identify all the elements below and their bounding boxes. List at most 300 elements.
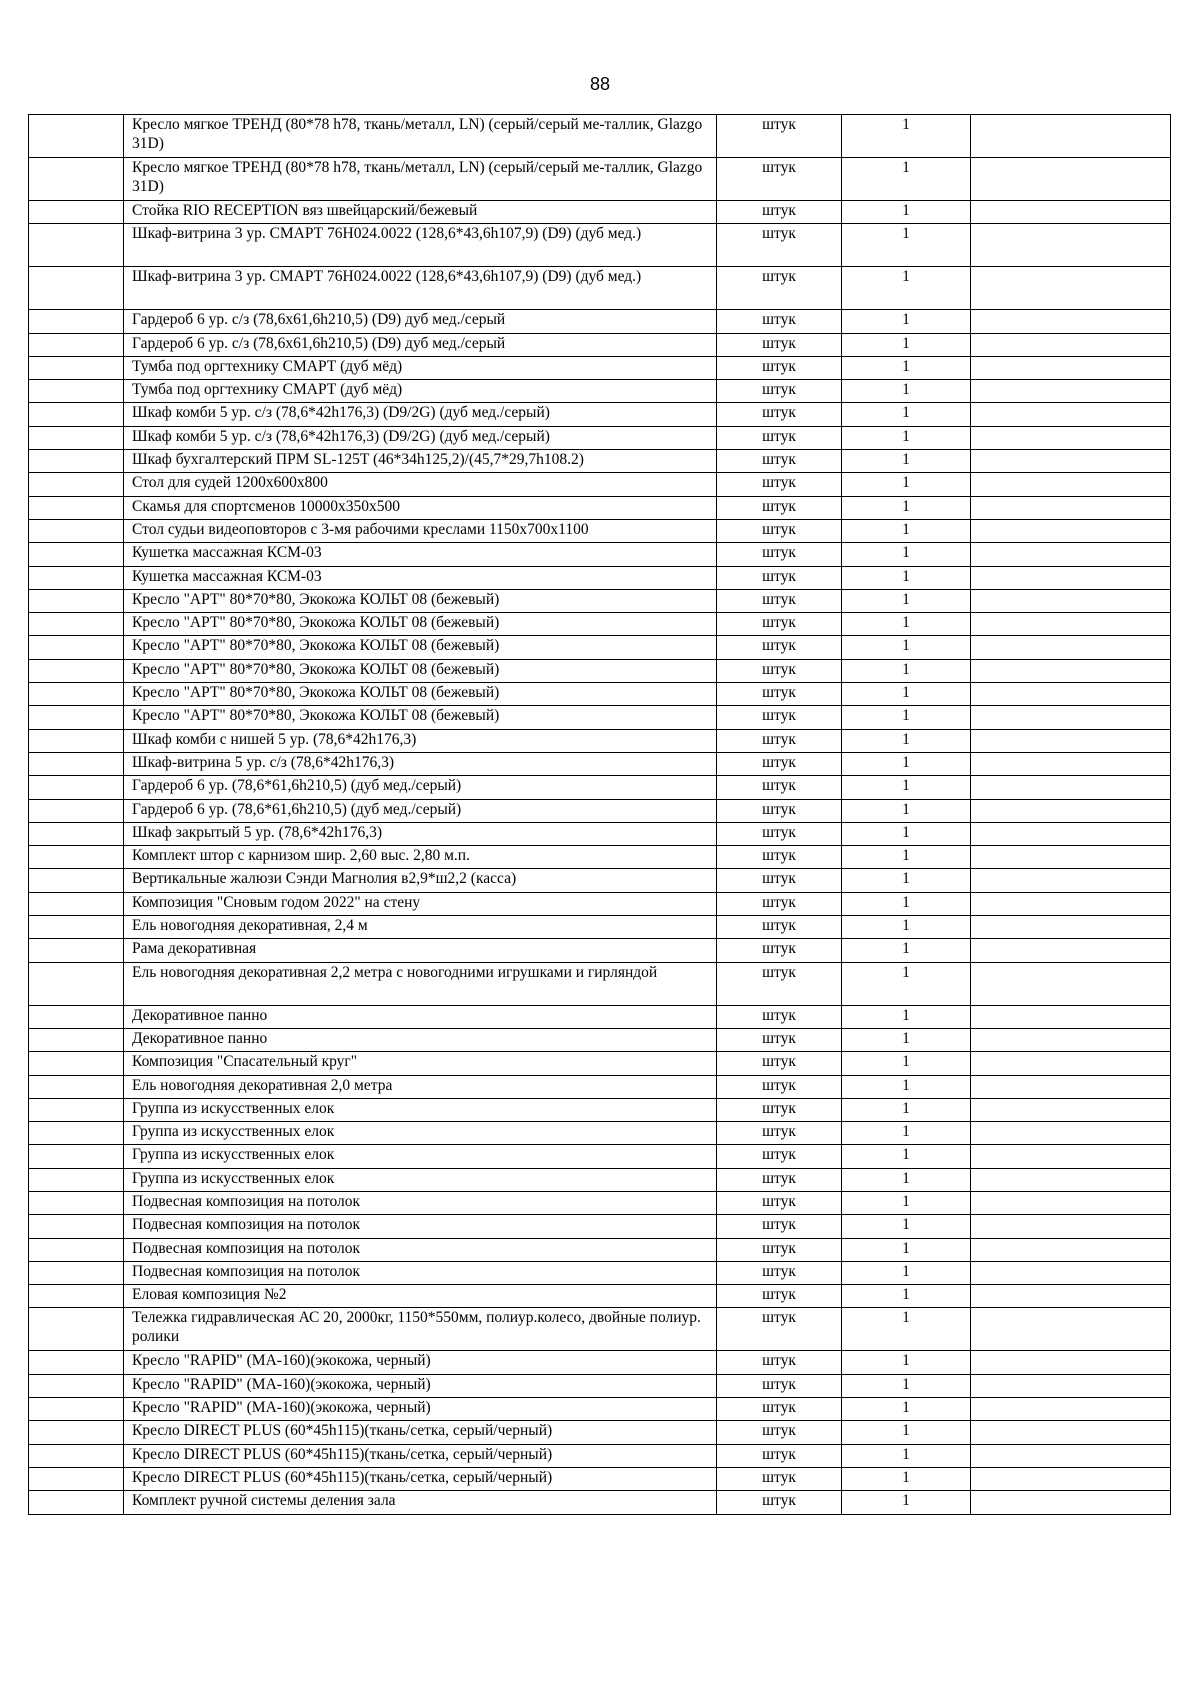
note-cell xyxy=(971,496,1171,519)
unit-cell: штук xyxy=(717,636,842,659)
table-row xyxy=(29,267,1171,310)
item-name-cell: Ель новогодняя декоративная 2,0 метра xyxy=(124,1075,717,1098)
table-row xyxy=(29,1215,1171,1238)
quantity-cell: 1 xyxy=(842,356,971,379)
quantity-cell: 1 xyxy=(842,1145,971,1168)
unit-cell: штук xyxy=(717,115,842,158)
row-number-cell xyxy=(29,566,124,589)
note-cell xyxy=(971,403,1171,426)
inventory-table xyxy=(28,114,1171,1515)
note-cell xyxy=(971,1261,1171,1284)
unit-cell: штук xyxy=(717,1075,842,1098)
quantity-cell: 1 xyxy=(842,1491,971,1514)
quantity-cell: 1 xyxy=(842,752,971,775)
note-cell xyxy=(971,1168,1171,1191)
note-cell xyxy=(971,1421,1171,1444)
table-row xyxy=(29,426,1171,449)
note-cell xyxy=(971,1467,1171,1490)
unit-cell: штук xyxy=(717,473,842,496)
quantity-cell: 1 xyxy=(842,659,971,682)
unit-cell: штук xyxy=(717,1238,842,1261)
table-row xyxy=(29,1168,1171,1191)
unit-cell: штук xyxy=(717,1215,842,1238)
item-name-cell: Ель новогодняя декоративная 2,2 метра с новогодними игрушками и гирляндой xyxy=(124,962,717,1005)
quantity-cell: 1 xyxy=(842,1075,971,1098)
quantity-cell: 1 xyxy=(842,224,971,267)
unit-cell: штук xyxy=(717,1122,842,1145)
item-name-cell: Гардероб 6 ур. (78,6*61,6h210,5) (дуб мед./серый) xyxy=(124,776,717,799)
note-cell xyxy=(971,683,1171,706)
unit-cell: штук xyxy=(717,450,842,473)
quantity-cell: 1 xyxy=(842,1122,971,1145)
row-number-cell xyxy=(29,1191,124,1214)
note-cell xyxy=(971,916,1171,939)
row-number-cell xyxy=(29,1098,124,1121)
note-cell xyxy=(971,450,1171,473)
unit-cell: штук xyxy=(717,892,842,915)
table-row xyxy=(29,1005,1171,1028)
row-number-cell xyxy=(29,115,124,158)
row-number-cell xyxy=(29,1261,124,1284)
row-number-cell xyxy=(29,1308,124,1351)
item-name-cell: Кресло "АРТ" 80*70*80, Экокожа КОЛЬТ 08 (бежевый) xyxy=(124,636,717,659)
unit-cell: штук xyxy=(717,201,842,224)
item-name-cell: Кресло "RAPID" (МА-160)(экокожа, черный) xyxy=(124,1398,717,1421)
item-name-cell: Шкаф комби 5 ур. с/з (78,6*42h176,3) (D9/2G) (дуб мед./серый) xyxy=(124,403,717,426)
note-cell xyxy=(971,1491,1171,1514)
note-cell xyxy=(971,892,1171,915)
item-name-cell: Еловая композиция №2 xyxy=(124,1285,717,1308)
item-name-cell: Кресло "АРТ" 80*70*80, Экокожа КОЛЬТ 08 (бежевый) xyxy=(124,706,717,729)
note-cell xyxy=(971,356,1171,379)
row-number-cell xyxy=(29,224,124,267)
unit-cell: штук xyxy=(717,566,842,589)
item-name-cell: Кушетка массажная КСМ-03 xyxy=(124,543,717,566)
quantity-cell: 1 xyxy=(842,1398,971,1421)
row-number-cell xyxy=(29,1122,124,1145)
row-number-cell xyxy=(29,706,124,729)
note-cell xyxy=(971,426,1171,449)
quantity-cell: 1 xyxy=(842,846,971,869)
quantity-cell: 1 xyxy=(842,822,971,845)
note-cell xyxy=(971,939,1171,962)
quantity-cell: 1 xyxy=(842,267,971,310)
row-number-cell xyxy=(29,333,124,356)
item-name-cell: Шкаф бухгалтерский ПРМ SL-125T (46*34h125,2)/(45,7*29,7h108.2) xyxy=(124,450,717,473)
table-row xyxy=(29,729,1171,752)
note-cell xyxy=(971,1005,1171,1028)
table-row xyxy=(29,589,1171,612)
unit-cell: штук xyxy=(717,1491,842,1514)
unit-cell: штук xyxy=(717,519,842,542)
quantity-cell: 1 xyxy=(842,310,971,333)
note-cell xyxy=(971,201,1171,224)
unit-cell: штук xyxy=(717,822,842,845)
quantity-cell: 1 xyxy=(842,1261,971,1284)
table-row xyxy=(29,1075,1171,1098)
row-number-cell xyxy=(29,1168,124,1191)
row-number-cell xyxy=(29,267,124,310)
table-row xyxy=(29,1444,1171,1467)
quantity-cell: 1 xyxy=(842,380,971,403)
quantity-cell: 1 xyxy=(842,496,971,519)
item-name-cell: Подвесная композиция на потолок xyxy=(124,1191,717,1214)
table-row xyxy=(29,1098,1171,1121)
note-cell xyxy=(971,1215,1171,1238)
row-number-cell xyxy=(29,613,124,636)
row-number-cell xyxy=(29,158,124,201)
unit-cell: штук xyxy=(717,1398,842,1421)
row-number-cell xyxy=(29,729,124,752)
unit-cell: штук xyxy=(717,224,842,267)
quantity-cell: 1 xyxy=(842,403,971,426)
row-number-cell xyxy=(29,916,124,939)
row-number-cell xyxy=(29,496,124,519)
table-row xyxy=(29,892,1171,915)
note-cell xyxy=(971,706,1171,729)
table-row xyxy=(29,380,1171,403)
note-cell xyxy=(971,519,1171,542)
table-row xyxy=(29,1398,1171,1421)
item-name-cell: Кресло мягкое ТРЕНД (80*78 h78, ткань/металл, LN) (серый/серый ме-таллик, Glazgo 31D) xyxy=(124,115,717,158)
quantity-cell: 1 xyxy=(842,1421,971,1444)
quantity-cell: 1 xyxy=(842,566,971,589)
table-row xyxy=(29,310,1171,333)
row-number-cell xyxy=(29,659,124,682)
table-row xyxy=(29,158,1171,201)
table-row xyxy=(29,1261,1171,1284)
quantity-cell: 1 xyxy=(842,1444,971,1467)
note-cell xyxy=(971,729,1171,752)
unit-cell: штук xyxy=(717,356,842,379)
unit-cell: штук xyxy=(717,613,842,636)
unit-cell: штук xyxy=(717,1145,842,1168)
table-row xyxy=(29,846,1171,869)
unit-cell: штук xyxy=(717,267,842,310)
quantity-cell: 1 xyxy=(842,799,971,822)
row-number-cell xyxy=(29,799,124,822)
unit-cell: штук xyxy=(717,846,842,869)
quantity-cell: 1 xyxy=(842,201,971,224)
quantity-cell: 1 xyxy=(842,613,971,636)
row-number-cell xyxy=(29,1028,124,1051)
quantity-cell: 1 xyxy=(842,333,971,356)
item-name-cell: Шкаф закрытый 5 ур. (78,6*42h176,3) xyxy=(124,822,717,845)
item-name-cell: Композиция "Сновым годом 2022" на стену xyxy=(124,892,717,915)
row-number-cell xyxy=(29,1444,124,1467)
row-number-cell xyxy=(29,822,124,845)
row-number-cell xyxy=(29,892,124,915)
item-name-cell: Шкаф-витрина 5 ур. с/з (78,6*42h176,3) xyxy=(124,752,717,775)
inventory-table-body xyxy=(29,115,1171,1515)
table-row xyxy=(29,1308,1171,1351)
table-row xyxy=(29,1238,1171,1261)
unit-cell: штук xyxy=(717,1261,842,1284)
item-name-cell: Кресло DIRECT PLUS (60*45h115)(ткань/сетка, серый/черный) xyxy=(124,1421,717,1444)
quantity-cell: 1 xyxy=(842,916,971,939)
unit-cell: штук xyxy=(717,380,842,403)
table-row xyxy=(29,1028,1171,1051)
quantity-cell: 1 xyxy=(842,426,971,449)
item-name-cell: Стол для судей 1200х600х800 xyxy=(124,473,717,496)
quantity-cell: 1 xyxy=(842,1052,971,1075)
quantity-cell: 1 xyxy=(842,729,971,752)
table-row xyxy=(29,1421,1171,1444)
item-name-cell: Комплект штор с карнизом шир. 2,60 выс. 2,80 м.п. xyxy=(124,846,717,869)
quantity-cell: 1 xyxy=(842,892,971,915)
table-row xyxy=(29,1374,1171,1397)
row-number-cell xyxy=(29,1398,124,1421)
unit-cell: штук xyxy=(717,939,842,962)
note-cell xyxy=(971,1285,1171,1308)
table-row xyxy=(29,1351,1171,1374)
note-cell xyxy=(971,1052,1171,1075)
page-number: 88 xyxy=(589,74,611,94)
note-cell xyxy=(971,659,1171,682)
unit-cell: штук xyxy=(717,1191,842,1214)
table-row xyxy=(29,939,1171,962)
quantity-cell: 1 xyxy=(842,1238,971,1261)
unit-cell: штук xyxy=(717,683,842,706)
quantity-cell: 1 xyxy=(842,776,971,799)
note-cell xyxy=(971,1308,1171,1351)
note-cell xyxy=(971,473,1171,496)
row-number-cell xyxy=(29,519,124,542)
quantity-cell: 1 xyxy=(842,1028,971,1051)
quantity-cell: 1 xyxy=(842,1168,971,1191)
table-row xyxy=(29,636,1171,659)
item-name-cell: Стол судьи видеоповторов с 3-мя рабочими креслами 1150х700х1100 xyxy=(124,519,717,542)
table-row xyxy=(29,752,1171,775)
row-number-cell xyxy=(29,1215,124,1238)
row-number-cell xyxy=(29,1421,124,1444)
row-number-cell xyxy=(29,1374,124,1397)
item-name-cell: Гардероб 6 ур. с/з (78,6х61,6h210,5) (D9) дуб мед./серый xyxy=(124,333,717,356)
row-number-cell xyxy=(29,356,124,379)
note-cell xyxy=(971,822,1171,845)
row-number-cell xyxy=(29,543,124,566)
note-cell xyxy=(971,846,1171,869)
item-name-cell: Ель новогодняя декоративная, 2,4 м xyxy=(124,916,717,939)
note-cell xyxy=(971,1028,1171,1051)
note-cell xyxy=(971,1374,1171,1397)
unit-cell: штук xyxy=(717,869,842,892)
row-number-cell xyxy=(29,846,124,869)
note-cell xyxy=(971,589,1171,612)
note-cell xyxy=(971,776,1171,799)
table-row xyxy=(29,776,1171,799)
note-cell xyxy=(971,1238,1171,1261)
unit-cell: штук xyxy=(717,496,842,519)
row-number-cell xyxy=(29,939,124,962)
unit-cell: штук xyxy=(717,776,842,799)
row-number-cell xyxy=(29,636,124,659)
item-name-cell: Тележка гидравлическая АС 20, 2000кг, 1150*550мм, полиур.колесо, двойные полиур. ролики xyxy=(124,1308,717,1351)
row-number-cell xyxy=(29,589,124,612)
quantity-cell: 1 xyxy=(842,1191,971,1214)
table-row xyxy=(29,201,1171,224)
quantity-cell: 1 xyxy=(842,1285,971,1308)
note-cell xyxy=(971,1351,1171,1374)
table-row xyxy=(29,683,1171,706)
note-cell xyxy=(971,333,1171,356)
item-name-cell: Группа из искусственных елок xyxy=(124,1098,717,1121)
item-name-cell: Кресло мягкое ТРЕНД (80*78 h78, ткань/металл, LN) (серый/серый ме-таллик, Glazgo 31D) xyxy=(124,158,717,201)
item-name-cell: Шкаф комби с нишей 5 ур. (78,6*42h176,3) xyxy=(124,729,717,752)
unit-cell: штук xyxy=(717,426,842,449)
note-cell xyxy=(971,1191,1171,1214)
note-cell xyxy=(971,1145,1171,1168)
item-name-cell: Рама декоративная xyxy=(124,939,717,962)
note-cell xyxy=(971,224,1171,267)
note-cell xyxy=(971,310,1171,333)
unit-cell: штук xyxy=(717,916,842,939)
item-name-cell: Кресло "RAPID" (МА-160)(экокожа, черный) xyxy=(124,1351,717,1374)
unit-cell: штук xyxy=(717,1467,842,1490)
item-name-cell: Вертикальные жалюзи Сэнди Магнолия в2,9*ш2,2 (касса) xyxy=(124,869,717,892)
item-name-cell: Композиция "Спасательный круг" xyxy=(124,1052,717,1075)
note-cell xyxy=(971,267,1171,310)
item-name-cell: Гардероб 6 ур. с/з (78,6х61,6h210,5) (D9) дуб мед./серый xyxy=(124,310,717,333)
row-number-cell xyxy=(29,1075,124,1098)
note-cell xyxy=(971,1398,1171,1421)
row-number-cell xyxy=(29,869,124,892)
quantity-cell: 1 xyxy=(842,939,971,962)
row-number-cell xyxy=(29,403,124,426)
table-row xyxy=(29,473,1171,496)
item-name-cell: Шкаф-витрина 3 ур. СМАРТ 76Н024.0022 (128,6*43,6h107,9) (D9) (дуб мед.) xyxy=(124,267,717,310)
row-number-cell xyxy=(29,752,124,775)
note-cell xyxy=(971,566,1171,589)
item-name-cell: Кресло "АРТ" 80*70*80, Экокожа КОЛЬТ 08 (бежевый) xyxy=(124,589,717,612)
unit-cell: штук xyxy=(717,310,842,333)
quantity-cell: 1 xyxy=(842,636,971,659)
unit-cell: штук xyxy=(717,1168,842,1191)
row-number-cell xyxy=(29,1351,124,1374)
quantity-cell: 1 xyxy=(842,1308,971,1351)
quantity-cell: 1 xyxy=(842,589,971,612)
table-row xyxy=(29,333,1171,356)
item-name-cell: Кресло "АРТ" 80*70*80, Экокожа КОЛЬТ 08 (бежевый) xyxy=(124,613,717,636)
row-number-cell xyxy=(29,683,124,706)
unit-cell: штук xyxy=(717,158,842,201)
quantity-cell: 1 xyxy=(842,158,971,201)
table-row xyxy=(29,496,1171,519)
item-name-cell: Тумба под оргтехнику СМАРТ (дуб мёд) xyxy=(124,380,717,403)
quantity-cell: 1 xyxy=(842,115,971,158)
item-name-cell: Тумба под оргтехнику СМАРТ (дуб мёд) xyxy=(124,356,717,379)
unit-cell: штук xyxy=(717,1098,842,1121)
row-number-cell xyxy=(29,1052,124,1075)
table-row xyxy=(29,1285,1171,1308)
note-cell xyxy=(971,799,1171,822)
table-row xyxy=(29,916,1171,939)
note-cell xyxy=(971,543,1171,566)
unit-cell: штук xyxy=(717,659,842,682)
table-row xyxy=(29,659,1171,682)
table-row xyxy=(29,115,1171,158)
quantity-cell: 1 xyxy=(842,543,971,566)
table-row xyxy=(29,403,1171,426)
table-row xyxy=(29,822,1171,845)
unit-cell: штук xyxy=(717,729,842,752)
unit-cell: штук xyxy=(717,1028,842,1051)
unit-cell: штук xyxy=(717,1285,842,1308)
table-row xyxy=(29,706,1171,729)
item-name-cell: Стойка RIO RECEPTION вяз швейцарский/бежевый xyxy=(124,201,717,224)
note-cell xyxy=(971,158,1171,201)
table-row xyxy=(29,1467,1171,1490)
table-row xyxy=(29,224,1171,267)
quantity-cell: 1 xyxy=(842,450,971,473)
item-name-cell: Группа из искусственных елок xyxy=(124,1168,717,1191)
item-name-cell: Шкаф комби 5 ур. с/з (78,6*42h176,3) (D9/2G) (дуб мед./серый) xyxy=(124,426,717,449)
row-number-cell xyxy=(29,776,124,799)
note-cell xyxy=(971,1075,1171,1098)
unit-cell: штук xyxy=(717,1374,842,1397)
unit-cell: штук xyxy=(717,543,842,566)
table-row xyxy=(29,356,1171,379)
table-row xyxy=(29,1491,1171,1514)
table-row xyxy=(29,519,1171,542)
quantity-cell: 1 xyxy=(842,706,971,729)
item-name-cell: Группа из искусственных елок xyxy=(124,1122,717,1145)
note-cell xyxy=(971,1444,1171,1467)
note-cell xyxy=(971,1098,1171,1121)
table-row xyxy=(29,869,1171,892)
unit-cell: штук xyxy=(717,962,842,1005)
item-name-cell: Шкаф-витрина 3 ур. СМАРТ 76Н024.0022 (128,6*43,6h107,9) (D9) (дуб мед.) xyxy=(124,224,717,267)
row-number-cell xyxy=(29,426,124,449)
note-cell xyxy=(971,962,1171,1005)
note-cell xyxy=(971,752,1171,775)
item-name-cell: Декоративное панно xyxy=(124,1005,717,1028)
unit-cell: штук xyxy=(717,799,842,822)
table-row xyxy=(29,566,1171,589)
item-name-cell: Подвесная композиция на потолок xyxy=(124,1238,717,1261)
table-row xyxy=(29,613,1171,636)
quantity-cell: 1 xyxy=(842,1351,971,1374)
quantity-cell: 1 xyxy=(842,962,971,1005)
quantity-cell: 1 xyxy=(842,683,971,706)
quantity-cell: 1 xyxy=(842,1005,971,1028)
unit-cell: штук xyxy=(717,333,842,356)
row-number-cell xyxy=(29,1145,124,1168)
item-name-cell: Скамья для спортсменов 10000х350х500 xyxy=(124,496,717,519)
row-number-cell xyxy=(29,450,124,473)
item-name-cell: Кресло "RAPID" (МА-160)(экокожа, черный) xyxy=(124,1374,717,1397)
quantity-cell: 1 xyxy=(842,1374,971,1397)
quantity-cell: 1 xyxy=(842,1215,971,1238)
row-number-cell xyxy=(29,473,124,496)
row-number-cell xyxy=(29,201,124,224)
quantity-cell: 1 xyxy=(842,869,971,892)
row-number-cell xyxy=(29,962,124,1005)
note-cell xyxy=(971,636,1171,659)
unit-cell: штук xyxy=(717,1351,842,1374)
table-row xyxy=(29,962,1171,1005)
row-number-cell xyxy=(29,1285,124,1308)
unit-cell: штук xyxy=(717,1421,842,1444)
unit-cell: штук xyxy=(717,706,842,729)
unit-cell: штук xyxy=(717,589,842,612)
item-name-cell: Группа из искусственных елок xyxy=(124,1145,717,1168)
unit-cell: штук xyxy=(717,1052,842,1075)
item-name-cell: Подвесная композиция на потолок xyxy=(124,1215,717,1238)
unit-cell: штук xyxy=(717,403,842,426)
table-row xyxy=(29,450,1171,473)
quantity-cell: 1 xyxy=(842,473,971,496)
